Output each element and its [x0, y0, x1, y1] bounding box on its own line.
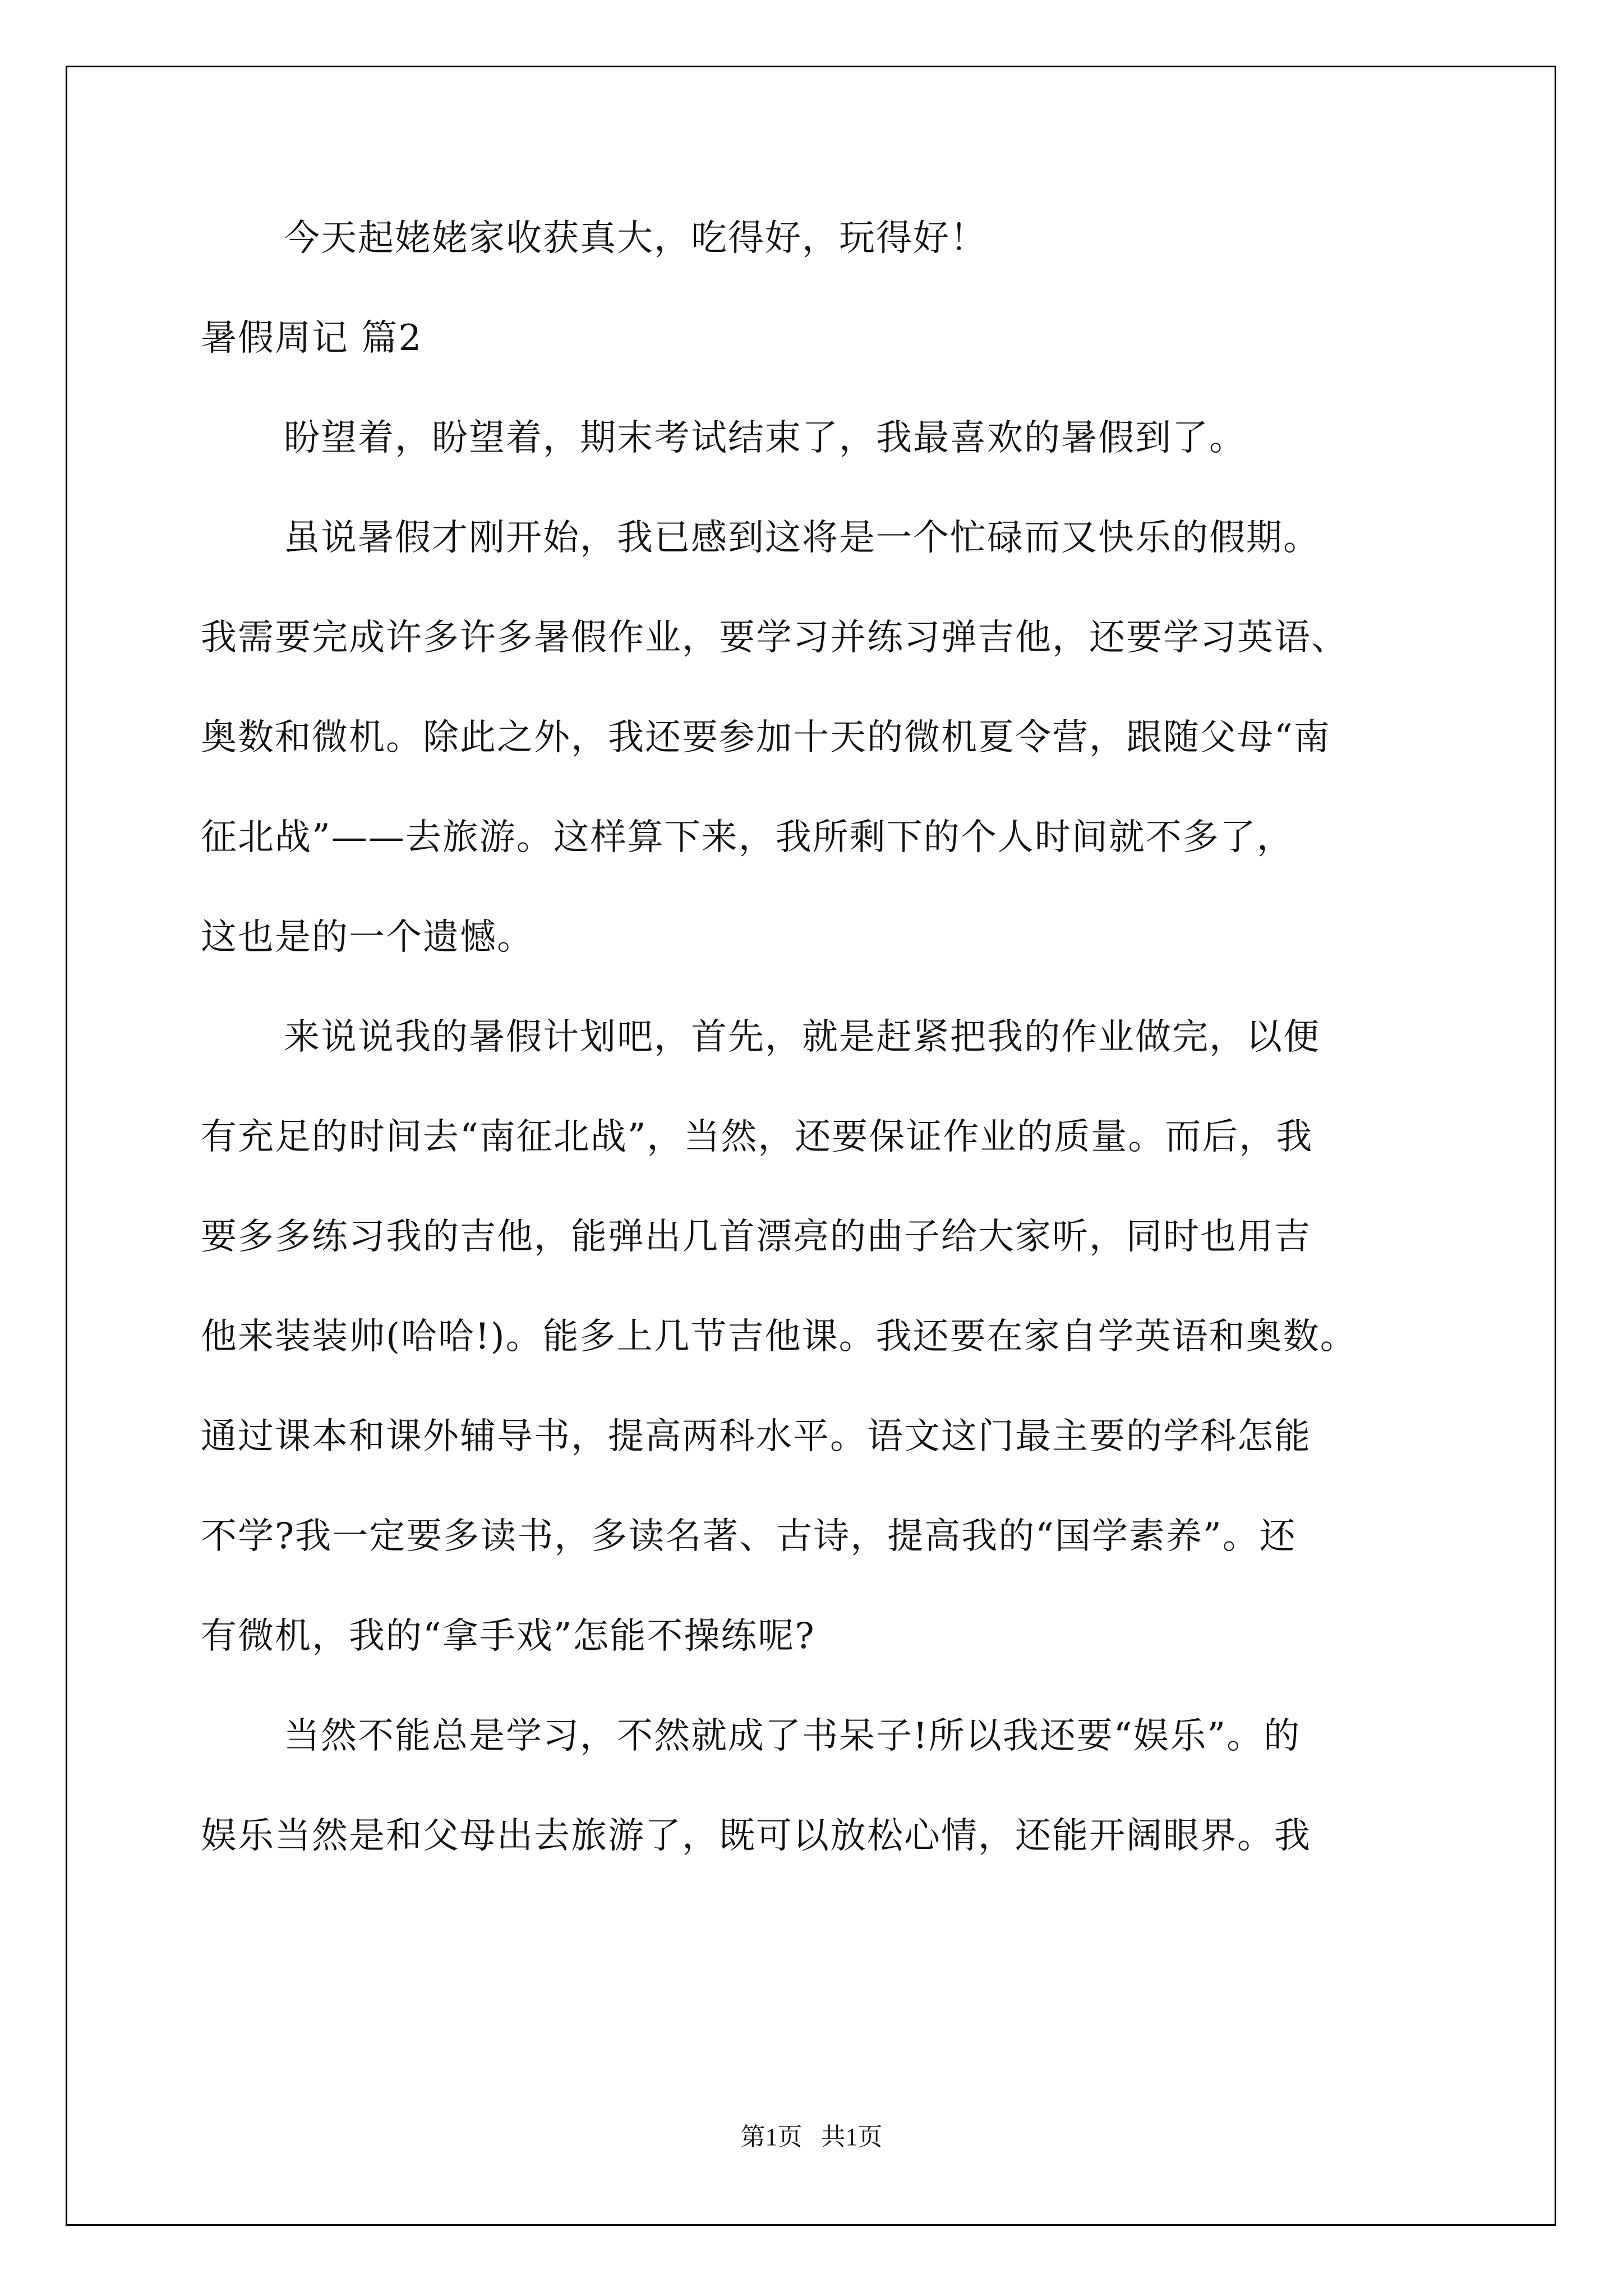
- paragraph-line: 有充足的时间去“南征北战”，当然，还要保证作业的质量。而后，我: [201, 1116, 1313, 1158]
- paragraph-line: 盼望着，盼望着，期末考试结束了，我最喜欢的暑假到了。: [284, 417, 1246, 459]
- paragraph-line: 要多多练习我的吉他，能弹出几首漂亮的曲子给大家听，同时也用吉: [201, 1216, 1311, 1258]
- section-heading: 暑假周记 篇2: [201, 318, 423, 359]
- paragraph-line: 这也是的一个遗憾。: [201, 917, 534, 958]
- paragraph-line: 今天起姥姥家收获真大，吃得好，玩得好！: [284, 218, 987, 259]
- paragraph-line: 他来装装帅(哈哈!)。能多上几节吉他课。我还要在家自学英语和奥数。: [201, 1316, 1357, 1358]
- paragraph-line: 当然不能总是学习，不然就成了书呆子!所以我还要“娱乐”。的: [284, 1715, 1301, 1757]
- paragraph-line: 通过课本和课外辅导书，提高两科水平。语文这门最主要的学科怎能: [201, 1416, 1311, 1457]
- paragraph-line: 奥数和微机。除此之外，我还要参加十天的微机夏令营，跟随父母“南: [201, 717, 1331, 758]
- paragraph-line: 我需要完成许多许多暑假作业，要学习并练习弹吉他，还要学习英语、: [201, 617, 1348, 659]
- paragraph-line: 娱乐当然是和父母出去旅游了，既可以放松心情，还能开阔眼界。我: [201, 1815, 1311, 1857]
- page-footer: 第1页 共1页: [740, 2123, 883, 2151]
- paragraph-line: 征北战”——去旅游。这样算下来，我所剩下的个人时间就不多了，: [201, 817, 1294, 858]
- paragraph-line: 虽说暑假才刚开始，我已感到这将是一个忙碌而又快乐的假期。: [284, 517, 1320, 559]
- paragraph-line: 不学?我一定要多读书，多读名著、古诗，提高我的“国学素养”。还: [201, 1516, 1297, 1557]
- paragraph-line: 来说说我的暑假计划吧，首先，就是赶紧把我的作业做完，以便: [284, 1016, 1320, 1058]
- paragraph-line: 有微机，我的“拿手戏”怎能不操练呢?: [201, 1616, 815, 1657]
